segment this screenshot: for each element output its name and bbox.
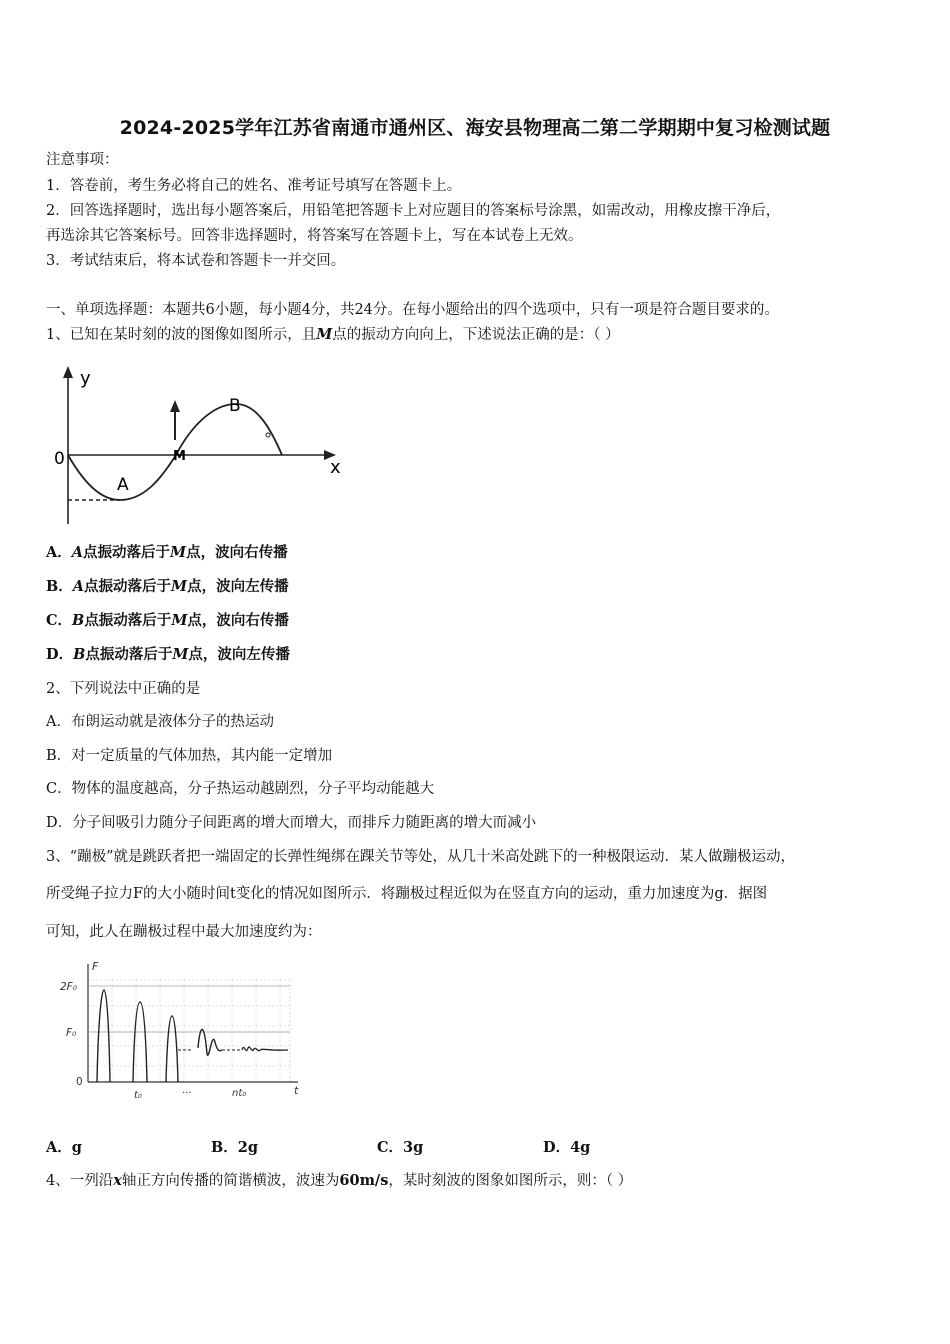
y-axis-arrow	[63, 366, 73, 378]
pulse-2	[133, 1002, 147, 1082]
point-b-label: B	[229, 396, 241, 416]
question-2-stem: 2、下列说法中正确的是	[46, 681, 201, 697]
f0-label: F₀	[66, 1027, 77, 1039]
zero-label: 0	[76, 1076, 83, 1088]
q3-option-b[interactable]: B．2g	[211, 1139, 258, 1156]
notice-item: 1．答卷前，考生务必将自己的姓名、准考证号填写在答题卡上。	[46, 178, 462, 194]
velocity-arrowhead	[170, 400, 180, 412]
q2-option-b[interactable]: B．对一定质量的气体加热，其内能一定增加	[46, 748, 333, 764]
f-axis-label: F	[92, 960, 99, 973]
notice-item: 再选涂其它答案标号。回答非选择题时，将答案写在答题卡上，写在本试卷上无效。	[46, 228, 583, 244]
t-axis-label: t	[294, 1084, 299, 1097]
grid	[88, 980, 290, 1082]
notice-heading: 注意事项：	[46, 152, 119, 168]
question-3-line: 3、“蹦极”就是跳跃者把一端固定的长弹性绳绑在踝关节等处，从几十米高处跳下的一种极限运动．某人做蹦极运动，	[46, 849, 796, 865]
notice-item: 2．回答选择题时，选出每小题答案后，用铅笔把答题卡上对应题目的答案标号涂黑，如需改动，用橡皮擦干净后，	[46, 203, 781, 219]
q3-option-d[interactable]: D．4g	[543, 1139, 591, 1156]
wave-figure	[50, 362, 350, 532]
question-4-stem: 4、一列沿x轴正方向传播的简谐横波，波速为60m/s，某时刻波的图象如图所示，则：（ ）	[46, 1172, 633, 1189]
2f0-label: 2F₀	[60, 981, 77, 993]
point-a-label: A	[117, 475, 129, 495]
ellipsis-label: ···	[182, 1088, 192, 1099]
point-m-label: M	[173, 449, 186, 464]
section-heading: 一、单项选择题：本题共6小题，每小题4分，共24分。在每小题给出的四个选项中，只有一项是符合题目要求的。	[46, 302, 779, 318]
y-label: y	[80, 368, 91, 389]
q1-option-a[interactable]: A．A点振动落后于M点，波向右传播	[46, 544, 288, 561]
t0-label: t₀	[134, 1090, 142, 1101]
force-time-figure	[58, 958, 318, 1108]
damped-oscillation	[198, 1029, 222, 1055]
question-1-stem: 1、已知在某时刻的波的图像如图所示，且M点的振动方向向上，下述说法正确的是：（ ）	[46, 326, 620, 343]
pulse-1	[97, 990, 110, 1082]
page-title: 2024-2025学年江苏省南通市通州区、海安县物理高二第二学期期中复习检测试题	[119, 117, 831, 139]
q3-option-a[interactable]: A．g	[46, 1139, 82, 1156]
origin-label: 0	[54, 449, 65, 469]
q1-option-c[interactable]: C．B点振动落后于M点，波向右传播	[46, 612, 289, 629]
q2-option-a[interactable]: A．布朗运动就是液体分子的热运动	[46, 714, 274, 730]
settled-oscillation	[242, 1047, 288, 1051]
point-dot	[266, 433, 270, 437]
question-3-line: 可知，此人在蹦极过程中最大加速度约为：	[46, 924, 322, 940]
q2-option-c[interactable]: C．物体的温度越高，分子热运动越剧烈，分子平均动能越大	[46, 781, 435, 797]
nt0-label: nt₀	[232, 1088, 247, 1099]
q1-option-d[interactable]: D．B点振动落后于M点，波向左传播	[46, 646, 290, 663]
notice-item: 3．考试结束后，将本试卷和答题卡一并交回。	[46, 253, 346, 269]
question-3-line: 所受绳子拉力F的大小随时间t变化的情况如图所示．将蹦极过程近似为在竖直方向的运动，重力加速度为g．据图	[46, 886, 768, 902]
q1-option-b[interactable]: B．A点振动落后于M点，波向左传播	[46, 578, 289, 595]
x-label: x	[330, 457, 341, 478]
q3-option-c[interactable]: C．3g	[377, 1139, 424, 1156]
q2-option-d[interactable]: D．分子间吸引力随分子间距离的增大而增大，而排斥力随距离的增大而减小	[46, 815, 537, 831]
